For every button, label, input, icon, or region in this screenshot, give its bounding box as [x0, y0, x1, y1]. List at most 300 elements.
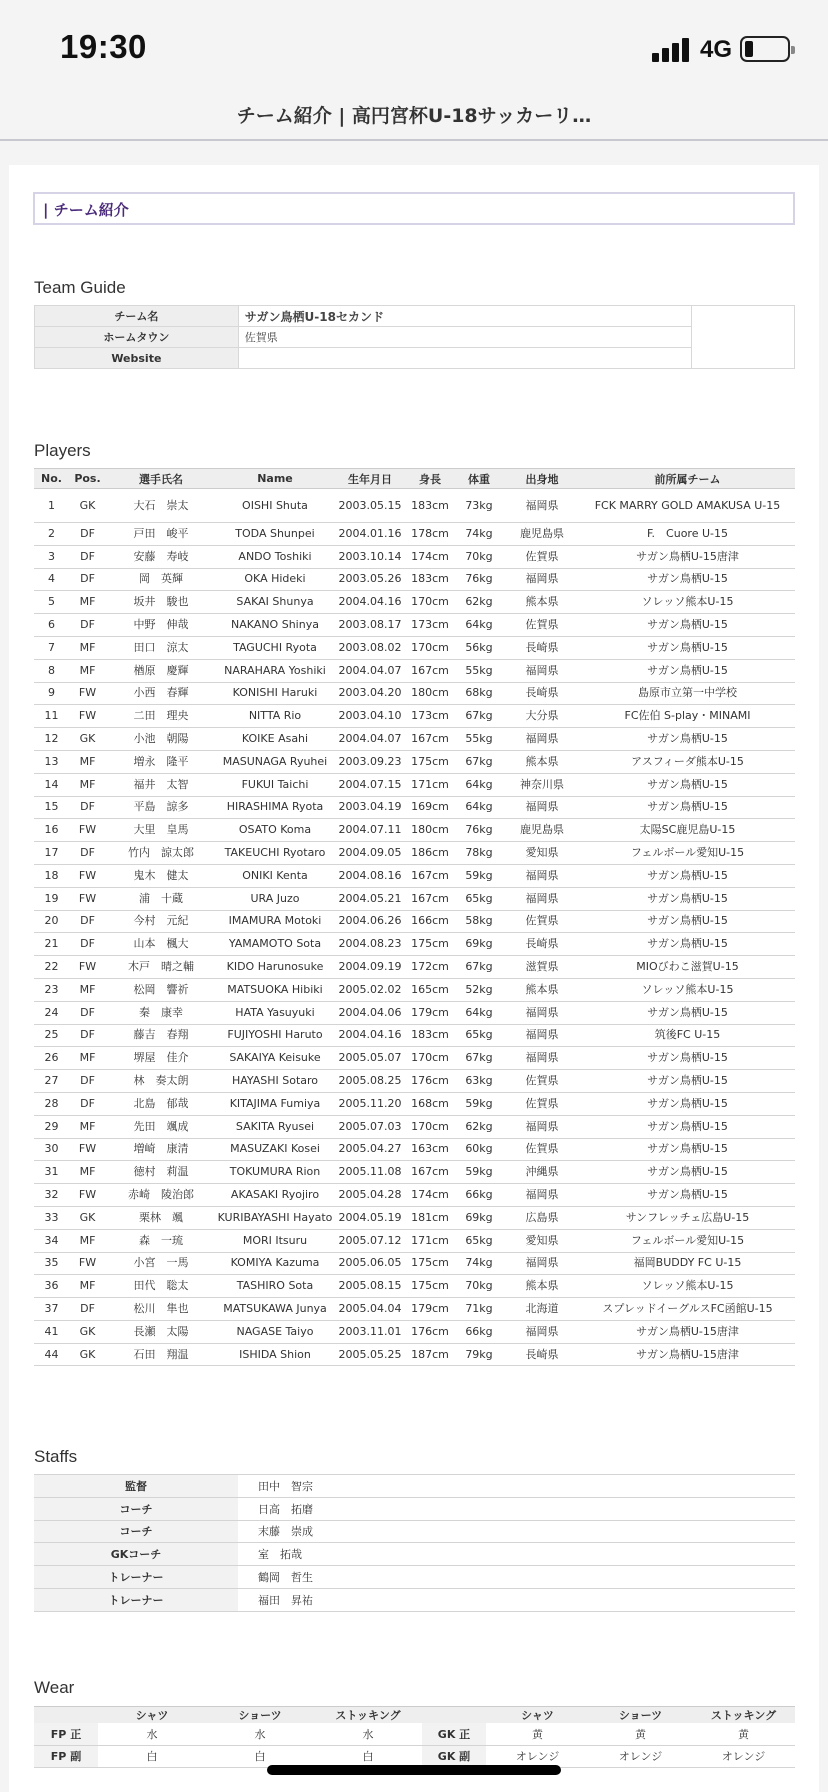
player-height: 167cm: [406, 864, 454, 887]
player-birthdate: 2005.02.02: [334, 978, 406, 1001]
player-name-en: TOKUMURA Rion: [216, 1161, 334, 1184]
player-name-en: FUJIYOSHI Haruto: [216, 1024, 334, 1047]
player-weight: 70kg: [454, 545, 504, 568]
player-row: [34, 1138, 795, 1161]
player-row: [34, 1206, 795, 1229]
page-heading: | チーム紹介: [43, 201, 129, 219]
player-position: FW: [69, 819, 106, 842]
player-weight: 59kg: [454, 864, 504, 887]
player-row: [34, 1343, 795, 1366]
player-name-ja: 長瀬 太陽: [106, 1320, 216, 1343]
player-name-ja: 安藤 寿岐: [106, 545, 216, 568]
player-name-en: HAYASHI Sotaro: [216, 1070, 334, 1093]
player-name-en: MORI Itsuru: [216, 1229, 334, 1252]
player-height: 171cm: [406, 773, 454, 796]
player-birthplace: 佐賀県: [504, 1070, 580, 1093]
player-birthdate: 2004.08.23: [334, 933, 406, 956]
wear-header-row: [34, 1707, 795, 1724]
wear-title: Wear: [34, 1678, 75, 1697]
player-name-en: HIRASHIMA Ryota: [216, 796, 334, 819]
player-number: 13: [34, 750, 69, 773]
player-row: [34, 1047, 795, 1070]
player-birthplace: 福岡県: [504, 1184, 580, 1207]
player-name-ja: 森 一琉: [106, 1229, 216, 1252]
player-name-en: SAKITA Ryusei: [216, 1115, 334, 1138]
staff-row: [34, 1520, 795, 1543]
player-position: DF: [69, 1070, 106, 1093]
player-birthdate: 2003.05.15: [334, 489, 406, 523]
player-name-en: TODA Shunpei: [216, 523, 334, 546]
player-number: 20: [34, 910, 69, 933]
player-row: [34, 819, 795, 842]
player-height: 175cm: [406, 933, 454, 956]
player-name-en: KITAJIMA Fumiya: [216, 1092, 334, 1115]
player-height: 173cm: [406, 705, 454, 728]
player-birthplace: 佐賀県: [504, 545, 580, 568]
player-birthdate: 2003.04.19: [334, 796, 406, 819]
staff-name: 鶴岡 哲生: [238, 1566, 795, 1589]
staff-role: GKコーチ: [34, 1543, 238, 1566]
player-previous-team: ソレッソ熊本U-15: [580, 591, 795, 614]
staff-role: コーチ: [34, 1497, 238, 1520]
player-name-en: SAKAI Shunya: [216, 591, 334, 614]
player-row: [34, 591, 795, 614]
player-birthplace: 福岡県: [504, 728, 580, 751]
player-number: 11: [34, 705, 69, 728]
player-previous-team: サガン鳥栖U-15: [580, 568, 795, 591]
player-height: 172cm: [406, 956, 454, 979]
player-birthplace: 福岡県: [504, 796, 580, 819]
player-height: 174cm: [406, 1184, 454, 1207]
player-number: 23: [34, 978, 69, 1001]
player-previous-team: サンフレッチェ広島U-15: [580, 1206, 795, 1229]
team-guide-label: ホームタウン: [35, 327, 239, 348]
player-name-en: KOIKE Asahi: [216, 728, 334, 751]
players-title: Players: [34, 441, 91, 460]
player-height: 175cm: [406, 750, 454, 773]
player-birthplace: 北海道: [504, 1298, 580, 1321]
wear-column-header: ショーツ: [206, 1707, 314, 1724]
player-number: 8: [34, 659, 69, 682]
player-number: 27: [34, 1070, 69, 1093]
player-birthdate: 2005.04.28: [334, 1184, 406, 1207]
player-name-ja: 二田 理央: [106, 705, 216, 728]
player-birthplace: 福岡県: [504, 864, 580, 887]
players-column-header: Pos.: [69, 469, 106, 489]
player-number: 41: [34, 1320, 69, 1343]
player-birthdate: 2005.04.27: [334, 1138, 406, 1161]
player-birthdate: 2004.07.11: [334, 819, 406, 842]
player-name-en: TAKEUCHI Ryotaro: [216, 842, 334, 865]
player-name-en: MASUNAGA Ryuhei: [216, 750, 334, 773]
player-birthplace: 長崎県: [504, 1343, 580, 1366]
players-column-header: 前所属チーム: [580, 469, 795, 489]
player-height: 174cm: [406, 545, 454, 568]
team-guide-row: [35, 306, 795, 327]
home-indicator[interactable]: [267, 1765, 561, 1775]
player-weight: 66kg: [454, 1320, 504, 1343]
player-name-ja: 石田 翔温: [106, 1343, 216, 1366]
player-row: [34, 636, 795, 659]
player-weight: 67kg: [454, 956, 504, 979]
player-weight: 71kg: [454, 1298, 504, 1321]
player-position: MF: [69, 659, 106, 682]
player-birthdate: 2005.08.25: [334, 1070, 406, 1093]
player-name-ja: 北島 郁哉: [106, 1092, 216, 1115]
player-position: DF: [69, 1024, 106, 1047]
player-position: DF: [69, 842, 106, 865]
player-birthdate: 2005.06.05: [334, 1252, 406, 1275]
player-position: GK: [69, 1206, 106, 1229]
player-birthdate: 2004.05.21: [334, 887, 406, 910]
player-height: 180cm: [406, 682, 454, 705]
player-position: DF: [69, 1092, 106, 1115]
player-name-ja: 中野 伸哉: [106, 614, 216, 637]
player-number: 37: [34, 1298, 69, 1321]
wear-color: 黄: [692, 1723, 795, 1745]
player-position: FW: [69, 1138, 106, 1161]
players-column-header: 生年月日: [334, 469, 406, 489]
player-birthdate: 2004.04.07: [334, 728, 406, 751]
player-weight: 70kg: [454, 1275, 504, 1298]
player-name-en: ONIKI Kenta: [216, 864, 334, 887]
player-name-en: OSATO Koma: [216, 819, 334, 842]
player-row: [34, 1298, 795, 1321]
player-name-en: NITTA Rio: [216, 705, 334, 728]
player-name-en: FUKUI Taichi: [216, 773, 334, 796]
staff-role: トレーナー: [34, 1566, 238, 1589]
wear-color: 白: [98, 1745, 206, 1767]
player-row: [34, 842, 795, 865]
player-weight: 62kg: [454, 591, 504, 614]
wear-color: オレンジ: [486, 1745, 589, 1767]
player-row: [34, 1275, 795, 1298]
wear-table-body: [34, 1723, 795, 1767]
player-name-en: MATSUKAWA Junya: [216, 1298, 334, 1321]
wear-column-header: シャツ: [98, 1707, 206, 1724]
player-row: [34, 682, 795, 705]
player-number: 5: [34, 591, 69, 614]
player-name-en: KURIBAYASHI Hayato: [216, 1206, 334, 1229]
player-weight: 65kg: [454, 1024, 504, 1047]
team-name-value: サガン鳥栖U-18セカンド: [238, 306, 691, 327]
player-birthplace: 熊本県: [504, 978, 580, 1001]
player-height: 173cm: [406, 614, 454, 637]
player-position: DF: [69, 568, 106, 591]
player-row: [34, 523, 795, 546]
player-name-ja: 大里 皇馬: [106, 819, 216, 842]
player-birthdate: 2005.08.15: [334, 1275, 406, 1298]
player-number: 12: [34, 728, 69, 751]
player-height: 181cm: [406, 1206, 454, 1229]
player-position: MF: [69, 1115, 106, 1138]
player-birthdate: 2003.05.26: [334, 568, 406, 591]
player-number: 36: [34, 1275, 69, 1298]
player-birthdate: 2005.11.20: [334, 1092, 406, 1115]
player-previous-team: サガン鳥栖U-15: [580, 933, 795, 956]
player-birthplace: 熊本県: [504, 591, 580, 614]
player-row: [34, 750, 795, 773]
player-height: 167cm: [406, 887, 454, 910]
player-weight: 76kg: [454, 568, 504, 591]
player-weight: 55kg: [454, 659, 504, 682]
players-column-header: 体重: [454, 469, 504, 489]
player-name-ja: 松岡 響祈: [106, 978, 216, 1001]
staff-role: 監督: [34, 1475, 238, 1498]
player-name-ja: 栗林 颯: [106, 1206, 216, 1229]
player-previous-team: フェルボール愛知U-15: [580, 1229, 795, 1252]
player-birthdate: 2005.05.25: [334, 1343, 406, 1366]
player-number: 2: [34, 523, 69, 546]
player-birthdate: 2004.07.15: [334, 773, 406, 796]
player-name-en: IMAMURA Motoki: [216, 910, 334, 933]
wear-table: [34, 1706, 795, 1768]
player-position: DF: [69, 1298, 106, 1321]
wear-column-header: [34, 1707, 98, 1724]
player-birthdate: 2003.08.02: [334, 636, 406, 659]
players-table: [34, 468, 795, 1366]
player-previous-team: サガン鳥栖U-15唐津: [580, 545, 795, 568]
staff-role: コーチ: [34, 1520, 238, 1543]
player-previous-team: サガン鳥栖U-15: [580, 1001, 795, 1024]
player-name-ja: 平島 諒多: [106, 796, 216, 819]
player-row: [34, 887, 795, 910]
player-birthplace: 広島県: [504, 1206, 580, 1229]
player-birthplace: 福岡県: [504, 1001, 580, 1024]
player-previous-team: フェルボール愛知U-15: [580, 842, 795, 865]
player-name-en: TASHIRO Sota: [216, 1275, 334, 1298]
staff-name: 室 拓哉: [238, 1543, 795, 1566]
hometown-value: 佐賀県: [238, 327, 691, 348]
player-number: 28: [34, 1092, 69, 1115]
player-previous-team: サガン鳥栖U-15唐津: [580, 1320, 795, 1343]
player-number: 30: [34, 1138, 69, 1161]
player-weight: 64kg: [454, 614, 504, 637]
player-birthdate: 2004.05.19: [334, 1206, 406, 1229]
player-name-ja: 今村 元紀: [106, 910, 216, 933]
player-previous-team: サガン鳥栖U-15: [580, 887, 795, 910]
player-weight: 67kg: [454, 705, 504, 728]
team-guide-row: [35, 348, 795, 369]
player-number: 19: [34, 887, 69, 910]
player-name-ja: 福井 太智: [106, 773, 216, 796]
player-height: 165cm: [406, 978, 454, 1001]
player-height: 180cm: [406, 819, 454, 842]
player-name-ja: 林 奏太朗: [106, 1070, 216, 1093]
player-birthdate: 2005.07.12: [334, 1229, 406, 1252]
player-weight: 69kg: [454, 933, 504, 956]
player-birthplace: 長崎県: [504, 682, 580, 705]
player-row: [34, 1024, 795, 1047]
player-row: [34, 614, 795, 637]
wear-row-label: FP 正: [34, 1723, 98, 1745]
player-birthplace: 福岡県: [504, 1115, 580, 1138]
player-name-ja: 徳村 莉温: [106, 1161, 216, 1184]
staff-name: 日高 拓磨: [238, 1497, 795, 1520]
player-previous-team: サガン鳥栖U-15: [580, 1115, 795, 1138]
player-number: 29: [34, 1115, 69, 1138]
player-position: MF: [69, 591, 106, 614]
cellular-signal-icon: [652, 38, 692, 62]
player-name-ja: 先田 颯成: [106, 1115, 216, 1138]
player-name-en: NAGASE Taiyo: [216, 1320, 334, 1343]
player-row: [34, 956, 795, 979]
staffs-title: Staffs: [34, 1447, 78, 1466]
player-previous-team: F. Cuore U-15: [580, 523, 795, 546]
website-value[interactable]: [238, 348, 691, 369]
player-previous-team: アスフィーダ熊本U-15: [580, 750, 795, 773]
player-position: FW: [69, 1184, 106, 1207]
wear-column-header: [422, 1707, 486, 1724]
player-weight: 66kg: [454, 1184, 504, 1207]
player-previous-team: ソレッソ熊本U-15: [580, 1275, 795, 1298]
player-name-en: URA Juzo: [216, 887, 334, 910]
player-name-ja: 岡 英輝: [106, 568, 216, 591]
staff-name: 福田 昇祐: [238, 1588, 795, 1611]
player-height: 168cm: [406, 1092, 454, 1115]
player-position: DF: [69, 614, 106, 637]
player-number: 17: [34, 842, 69, 865]
player-previous-team: サガン鳥栖U-15: [580, 1047, 795, 1070]
team-guide-label: チーム名: [35, 306, 239, 327]
player-name-en: ANDO Toshiki: [216, 545, 334, 568]
network-type: 4G: [700, 36, 733, 63]
player-name-en: AKASAKI Ryojiro: [216, 1184, 334, 1207]
player-height: 176cm: [406, 1070, 454, 1093]
staffs-table: [34, 1474, 795, 1612]
player-row: [34, 1001, 795, 1024]
status-bar: [0, 0, 828, 100]
player-previous-team: サガン鳥栖U-15: [580, 614, 795, 637]
wear-column-header: ストッキング: [692, 1707, 795, 1724]
player-name-en: TAGUCHI Ryota: [216, 636, 334, 659]
player-name-ja: 木戸 晴之輔: [106, 956, 216, 979]
player-birthdate: 2004.09.05: [334, 842, 406, 865]
player-weight: 73kg: [454, 489, 504, 523]
player-birthplace: 長崎県: [504, 933, 580, 956]
player-birthplace: 熊本県: [504, 750, 580, 773]
team-guide-title: Team Guide: [34, 278, 126, 297]
player-row: [34, 568, 795, 591]
player-number: 44: [34, 1343, 69, 1366]
player-previous-team: サガン鳥栖U-15: [580, 1161, 795, 1184]
player-name-ja: 増崎 康清: [106, 1138, 216, 1161]
player-name-en: NAKANO Shinya: [216, 614, 334, 637]
player-birthplace: 愛知県: [504, 1229, 580, 1252]
player-birthdate: 2004.06.26: [334, 910, 406, 933]
wear-column-header: ショーツ: [589, 1707, 692, 1724]
player-birthplace: 福岡県: [504, 659, 580, 682]
player-previous-team: サガン鳥栖U-15: [580, 728, 795, 751]
team-guide-table: [34, 305, 795, 369]
player-birthdate: 2005.05.07: [334, 1047, 406, 1070]
player-height: 170cm: [406, 636, 454, 659]
player-birthdate: 2003.10.14: [334, 545, 406, 568]
player-height: 175cm: [406, 1252, 454, 1275]
player-weight: 68kg: [454, 682, 504, 705]
player-weight: 74kg: [454, 523, 504, 546]
player-number: 9: [34, 682, 69, 705]
player-number: 33: [34, 1206, 69, 1229]
player-position: GK: [69, 1343, 106, 1366]
player-birthplace: 福岡県: [504, 489, 580, 523]
player-row: [34, 933, 795, 956]
player-previous-team: サガン鳥栖U-15: [580, 1184, 795, 1207]
player-height: 183cm: [406, 568, 454, 591]
player-row: [34, 1092, 795, 1115]
player-previous-team: サガン鳥栖U-15: [580, 864, 795, 887]
player-weight: 63kg: [454, 1070, 504, 1093]
player-row: [34, 545, 795, 568]
wear-color: 黄: [589, 1723, 692, 1745]
player-previous-team: サガン鳥栖U-15: [580, 796, 795, 819]
staff-row: [34, 1588, 795, 1611]
player-birthdate: 2004.04.16: [334, 591, 406, 614]
player-weight: 52kg: [454, 978, 504, 1001]
battery-icon: [740, 36, 790, 62]
player-position: DF: [69, 545, 106, 568]
player-height: 163cm: [406, 1138, 454, 1161]
wear-row-label: GK 正: [422, 1723, 486, 1745]
player-name-en: KIDO Harunosuke: [216, 956, 334, 979]
players-column-header: Name: [216, 469, 334, 489]
player-name-ja: 小宮 一馬: [106, 1252, 216, 1275]
player-previous-team: 太陽SC鹿児島U-15: [580, 819, 795, 842]
player-number: 14: [34, 773, 69, 796]
player-name-ja: 田代 聡太: [106, 1275, 216, 1298]
player-name-ja: 山本 楓大: [106, 933, 216, 956]
player-previous-team: スプレッドイーグルスFC函館U-15: [580, 1298, 795, 1321]
player-position: FW: [69, 682, 106, 705]
player-birthplace: 福岡県: [504, 1252, 580, 1275]
wear-color: 白: [206, 1745, 314, 1767]
wear-color: オレンジ: [589, 1745, 692, 1767]
player-weight: 62kg: [454, 1115, 504, 1138]
players-column-header: No.: [34, 469, 69, 489]
player-birthplace: 熊本県: [504, 1275, 580, 1298]
wear-row: [34, 1745, 795, 1767]
player-height: 183cm: [406, 489, 454, 523]
player-height: 167cm: [406, 659, 454, 682]
team-guide-row: [35, 327, 795, 348]
player-row: [34, 489, 795, 523]
player-previous-team: サガン鳥栖U-15: [580, 910, 795, 933]
player-birthplace: 福岡県: [504, 1047, 580, 1070]
player-name-ja: 楢原 慶輝: [106, 659, 216, 682]
player-birthdate: 2004.09.19: [334, 956, 406, 979]
player-previous-team: 筑後FC U-15: [580, 1024, 795, 1047]
player-number: 26: [34, 1047, 69, 1070]
player-weight: 69kg: [454, 1206, 504, 1229]
player-number: 15: [34, 796, 69, 819]
player-weight: 74kg: [454, 1252, 504, 1275]
player-row: [34, 910, 795, 933]
player-birthdate: 2004.01.16: [334, 523, 406, 546]
player-weight: 56kg: [454, 636, 504, 659]
wear-color: 白: [314, 1745, 422, 1767]
player-number: 1: [34, 489, 69, 523]
player-previous-team: 島原市立第一中学校: [580, 682, 795, 705]
player-number: 31: [34, 1161, 69, 1184]
staff-row: [34, 1566, 795, 1589]
player-name-en: KOMIYA Kazuma: [216, 1252, 334, 1275]
player-position: MF: [69, 773, 106, 796]
player-height: 170cm: [406, 591, 454, 614]
player-birthdate: 2003.04.10: [334, 705, 406, 728]
wear-column-header: シャツ: [486, 1707, 589, 1724]
player-height: 183cm: [406, 1024, 454, 1047]
player-weight: 59kg: [454, 1092, 504, 1115]
